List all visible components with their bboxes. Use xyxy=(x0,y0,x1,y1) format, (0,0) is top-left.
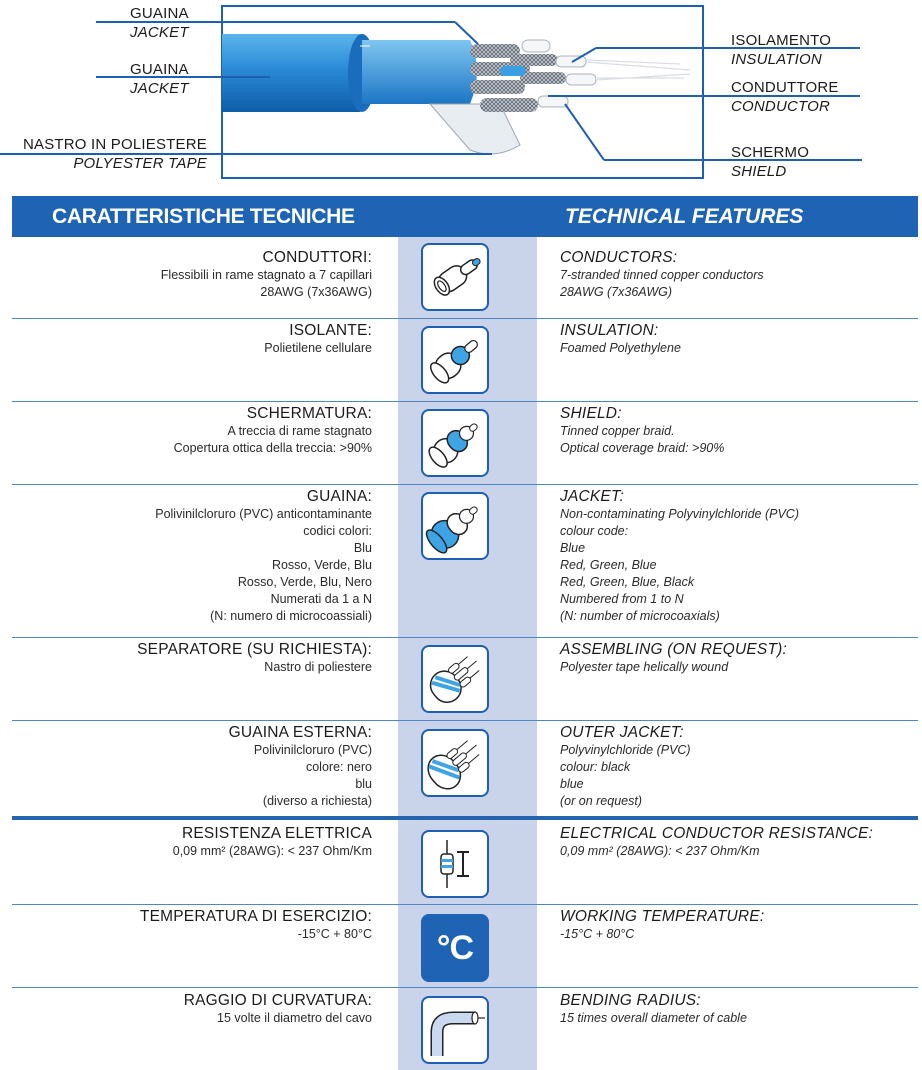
assembling-icon xyxy=(421,645,489,713)
row-title-it: SEPARATORE (SU RICHIESTA): xyxy=(137,641,372,658)
row-line: 15 volte il diametro del cavo xyxy=(217,1011,372,1025)
en-text xyxy=(560,641,920,676)
row-separator xyxy=(12,637,918,638)
en-text xyxy=(560,488,920,625)
label-en: INSULATION xyxy=(731,51,822,68)
row-line: blue xyxy=(560,777,584,791)
row-line: 28AWG (7x36AWG) xyxy=(260,285,372,299)
it-text xyxy=(12,488,372,625)
row-line: Red, Green, Blue, Black xyxy=(560,575,695,589)
row-separator xyxy=(12,720,918,721)
row-line: Polietilene cellulare xyxy=(264,341,372,355)
row-line: Polyvinylchloride (PVC) xyxy=(560,743,691,757)
row-line: Blu xyxy=(353,541,372,555)
label-it: ISOLAMENTO xyxy=(731,32,832,49)
row-line: (N: numero di microcoassiali) xyxy=(210,609,372,623)
row-line: (or on request) xyxy=(560,794,642,808)
en-text xyxy=(560,992,920,1027)
row-title-it: RESISTENZA ELETTRICA xyxy=(181,825,372,842)
row-line: -15°C + 80°C xyxy=(297,927,372,941)
label-insulation xyxy=(731,31,831,69)
label-en: JACKET xyxy=(130,24,189,41)
row-separator xyxy=(12,401,918,402)
header-title-en: TECHNICAL FEATURES xyxy=(565,205,804,228)
label-it: GUAINA xyxy=(130,5,189,22)
row-separator xyxy=(12,904,918,905)
row-line: codici colori: xyxy=(303,524,372,538)
row-line: Rosso, Verde, Blu xyxy=(271,558,372,572)
row-line: 15 times overall diameter of cable xyxy=(560,1011,747,1025)
row-line: Blue xyxy=(560,541,586,555)
row-title-it: GUAINA: xyxy=(306,488,372,505)
jacket-icon xyxy=(421,492,489,560)
row-title-it: TEMPERATURA DI ESERCIZIO: xyxy=(139,908,372,925)
row-line: (N: number of microcoaxials) xyxy=(560,609,720,623)
en-text xyxy=(560,405,920,457)
label-polyester-tape xyxy=(4,135,207,173)
label-outer-jacket xyxy=(130,4,189,42)
en-text xyxy=(560,825,920,860)
row-title-en: JACKET: xyxy=(560,488,624,505)
row-line: blu xyxy=(355,777,372,791)
row-line: Non-contaminating Polyvinylchloride (PVC) xyxy=(560,507,799,521)
row-line: Flessibili in rame stagnato a 7 capillari xyxy=(160,268,372,282)
label-en: JACKET xyxy=(130,80,189,97)
conductor-icon xyxy=(421,243,489,311)
label-it: NASTRO IN POLIESTERE xyxy=(22,136,207,153)
table-header xyxy=(12,196,918,237)
row-title-en: ASSEMBLING (ON REQUEST): xyxy=(560,641,787,658)
row-line: colour: black xyxy=(560,760,631,774)
row-line: Numbered from 1 to N xyxy=(560,592,684,606)
label-en: SHIELD xyxy=(731,163,787,180)
row-separator xyxy=(12,484,918,485)
row-line: -15°C + 80°C xyxy=(560,927,635,941)
row-title-it: GUAINA ESTERNA: xyxy=(228,724,372,741)
row-line: Nastro di poliestere xyxy=(264,660,372,674)
row-title-en: ELECTRICAL CONDUCTOR RESISTANCE: xyxy=(560,825,874,842)
label-conductor xyxy=(731,78,839,116)
row-title-it: RAGGIO DI CURVATURA: xyxy=(183,992,372,1009)
label-inner-jacket xyxy=(130,60,189,98)
en-text xyxy=(560,908,920,943)
en-text xyxy=(560,724,920,810)
row-line: Red, Green, Blue xyxy=(560,558,657,572)
it-text xyxy=(12,992,372,1027)
en-text xyxy=(560,249,920,301)
row-title-en: WORKING TEMPERATURE: xyxy=(560,908,765,925)
row-line: Foamed Polyethylene xyxy=(560,341,681,355)
row-line: colour code: xyxy=(560,524,629,538)
resistor-icon xyxy=(421,830,489,898)
row-line: Polyester tape helically wound xyxy=(560,660,729,674)
it-text xyxy=(12,908,372,943)
features-table xyxy=(0,196,922,1070)
temperature-icon-label: °C xyxy=(436,929,474,967)
row-line: 0,09 mm² (28AWG): < 237 Ohm/Km xyxy=(560,844,760,858)
label-it: SCHERMO xyxy=(731,144,810,161)
row-line: colore: nero xyxy=(305,760,372,774)
row-title-en: BENDING RADIUS: xyxy=(560,992,701,1009)
insulation-icon xyxy=(421,326,489,394)
row-title-en: CONDUCTORS: xyxy=(560,249,678,266)
row-title-it: SCHERMATURA: xyxy=(246,405,372,422)
row-separator xyxy=(12,987,918,988)
row-line: Polivinilcloruro (PVC) anticontaminante xyxy=(155,507,372,521)
row-line: Polivinilcloruro (PVC) xyxy=(253,743,372,757)
it-text xyxy=(12,825,372,860)
row-line: Rosso, Verde, Blu, Nero xyxy=(237,575,372,589)
row-title-en: OUTER JACKET: xyxy=(560,724,684,741)
it-text xyxy=(12,641,372,676)
row-line: 0,09 mm² (28AWG): < 237 Ohm/Km xyxy=(172,844,372,858)
bending-radius-icon xyxy=(421,996,489,1064)
it-text xyxy=(12,249,372,301)
label-it: GUAINA xyxy=(130,61,189,78)
row-line: Numerati da 1 a N xyxy=(270,592,372,606)
it-text xyxy=(12,405,372,457)
label-en: CONDUCTOR xyxy=(731,98,831,115)
header-title-it: CARATTERISTICHE TECNICHE xyxy=(52,205,355,228)
row-line: (diverso a richiesta) xyxy=(262,794,372,808)
outer-jacket-icon xyxy=(421,729,489,797)
row-line: A treccia di rame stagnato xyxy=(227,424,372,438)
label-it: CONDUTTORE xyxy=(731,79,839,96)
row-line: Tinned copper braid. xyxy=(560,424,675,438)
row-title-it: ISOLANTE: xyxy=(289,322,372,339)
it-text xyxy=(12,322,372,357)
row-line: Optical coverage braid: >90% xyxy=(560,441,725,455)
row-title-it: CONDUTTORI: xyxy=(262,249,372,266)
row-title-en: SHIELD: xyxy=(560,405,622,422)
cable-diagram xyxy=(0,0,922,190)
shield-icon xyxy=(421,409,489,477)
it-text xyxy=(12,724,372,810)
label-shield xyxy=(731,143,809,181)
row-line: Copertura ottica della treccia: >90% xyxy=(173,441,372,455)
label-en: POLYESTER TAPE xyxy=(73,155,207,172)
en-text xyxy=(560,322,920,357)
row-separator xyxy=(12,318,918,319)
temperature-icon xyxy=(421,914,489,982)
row-title-en: INSULATION: xyxy=(560,322,659,339)
row-line: 7-stranded tinned copper conductors xyxy=(560,268,764,282)
section-separator xyxy=(12,816,918,820)
row-line: 28AWG (7x36AWG) xyxy=(560,285,673,299)
